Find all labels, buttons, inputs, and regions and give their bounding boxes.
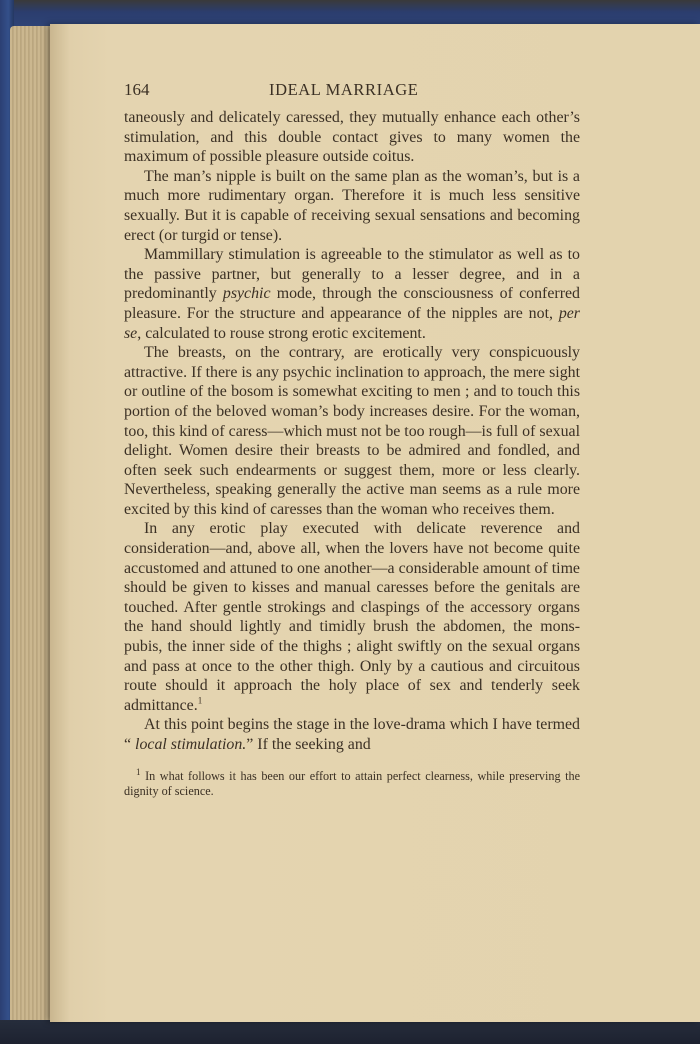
paragraph-1: taneously and delicately caressed, they mutually enhance each other’s stimulation, and this double contact gives to many women the maximum of possible pleasure outside coitus. [124, 109, 580, 166]
book-title: IDEAL MARRIAGE [269, 80, 419, 99]
emphasis: local stimulation. [135, 736, 247, 753]
footnote-ref: 1 [197, 695, 203, 706]
emphasis: per se [124, 304, 580, 342]
footnote [124, 766, 581, 799]
book-cover-bottom [0, 1020, 700, 1044]
footnote-marker: 1 [136, 766, 141, 777]
paragraph-3: Mammillary stimulation is agreeable to the stimulator as well as to the passive partner, but generally to a lesser degree, and in a predominantly psychic mode, through the consciousness of conferred pleasure. For the structure and appearance of the nipples are not, per se, calculated to rouse strong erotic excitement. [124, 246, 580, 342]
page-number: 164 [124, 80, 150, 99]
emphasis: psychic [222, 285, 271, 303]
body-text [124, 108, 580, 755]
paragraph-5: In any erotic play executed with delicate reverence and consideration—and, above all, when the lovers have not become quite accustomed and attuned to one another—a considerable amount of time should be given to kisses and manual caresses before the genitals are touched. After gentle strokings and claspings of the accessory organs the hand should lightly and timidly brush the abdomen, the mons-pubis, the inner side of the thighs ; alight swiftly on the sexual organs and pass at once to the other thigh. Only by a cautious and circuitous route should it approach the holy place of sex and tenderly seek admittance.$^1$ [124, 520, 580, 714]
footnote-text: In what follows it has been our effort to attain perfect clearness, while preserving the dignity of science. [124, 768, 581, 798]
paragraph-4: The breasts, on the contrary, are erotically very conspicuously attractive. If there is any psychic inclination to approach, the mere sight or outline of the bosom is somewhat exciting to men ; and to touch this portion of the beloved woman’s body increases desire. For the woman, too, this kind of caress—which must not be too rough—is full of sexual delight. Women desire their breasts to be admired and fondled, and often seek such endearments or suggest them, more or less clearly. Nevertheless, speaking generally the active man seems as a rule more excited by this kind of caresses than the woman who receives them. [124, 344, 580, 518]
paragraph-2: The man’s nipple is built on the same plan as the woman’s, but is a much more rudimentary organ. Therefore it is much less sensitive sexually. But it is capable of receiving sexual sensations and becoming erect (or turgid or tense). [124, 167, 580, 244]
paragraph-6: At this point begins the stage in the love-drama which I have termed “ local stimulation.” If the seeking and [124, 716, 580, 753]
page-content [124, 78, 580, 799]
running-head [124, 78, 580, 108]
